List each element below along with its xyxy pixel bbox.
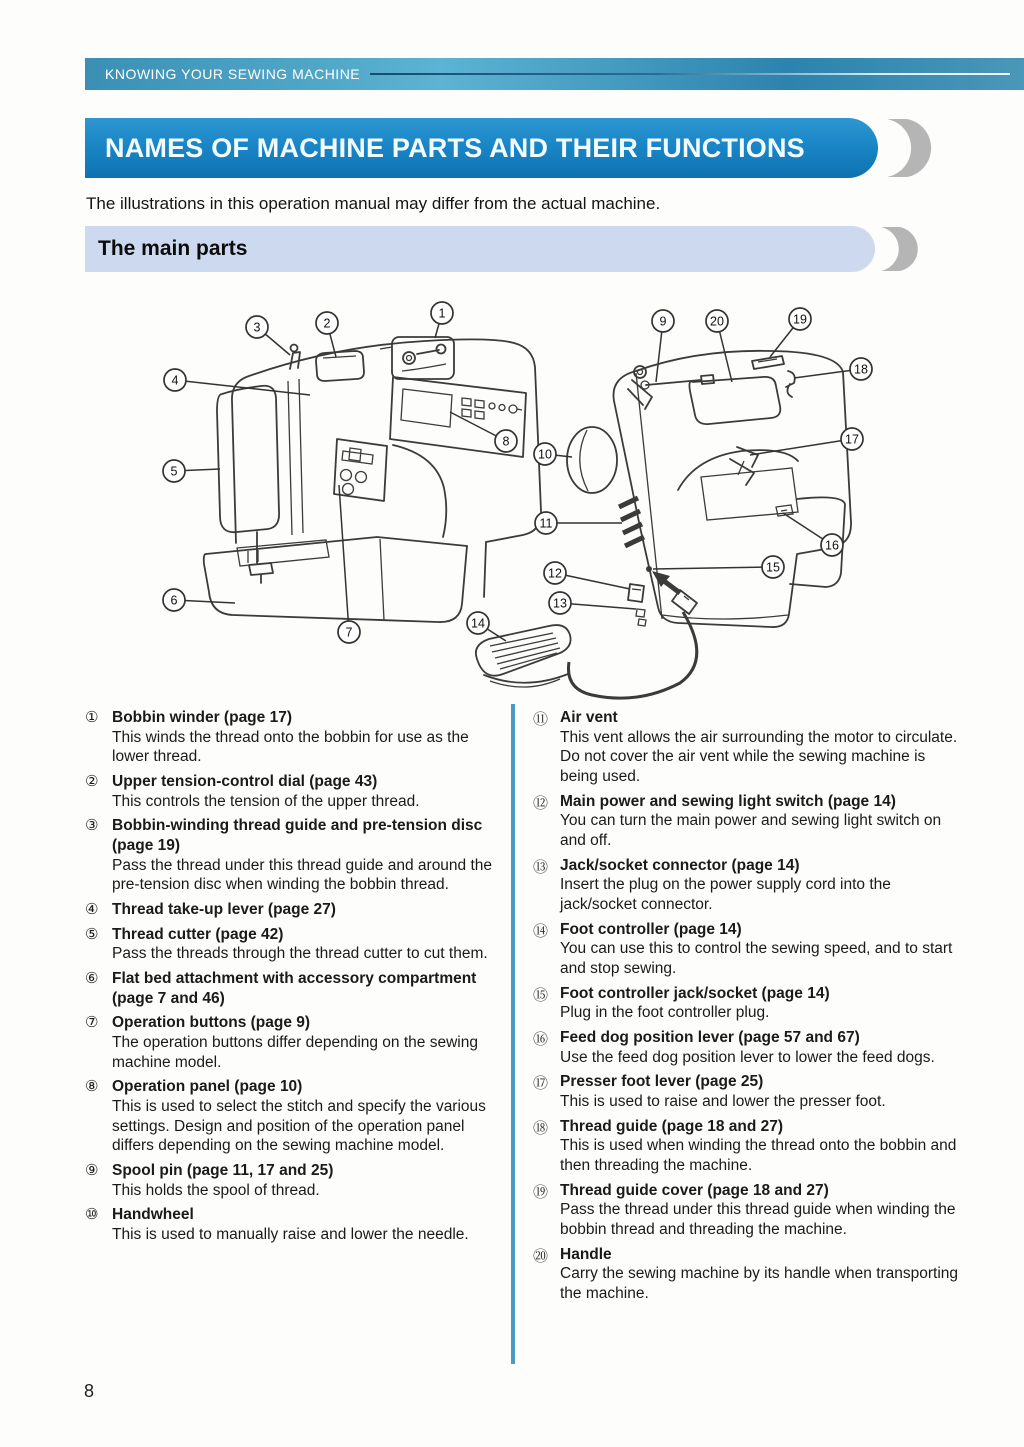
part-description: Plug in the foot controller plug.: [560, 1004, 770, 1022]
svg-text:14: 14: [471, 616, 485, 631]
part-number: ⑭: [533, 921, 549, 940]
page-number: 8: [84, 1381, 95, 1401]
part-description: This vent allows the air surrounding the motor to circulate. Do not cover the air vent while the sewing machine is being used.: [560, 728, 958, 786]
part-item: [85, 925, 501, 964]
rear-view-machine-drawing: [476, 351, 851, 698]
part-description: Pass the thread under this thread guide when winding the bobbin thread and threading the machine.: [560, 1201, 956, 1239]
svg-text:4: 4: [171, 373, 179, 388]
part-item: [533, 1181, 963, 1240]
part-description: Carry the sewing machine by its handle when transporting the machine.: [560, 1265, 959, 1303]
front-view-machine-drawing: [204, 337, 541, 622]
part-title: Bobbin-winding thread guide and pre-tension disc (page 19): [112, 817, 483, 855]
svg-text:7: 7: [345, 625, 353, 640]
svg-text:18: 18: [854, 362, 868, 377]
part-title: Handle: [560, 1245, 612, 1263]
part-number: ⑪: [533, 710, 549, 728]
part-item: [533, 1245, 963, 1304]
part-title: Presser foot lever (page 25): [560, 1073, 764, 1091]
section-crescent-ornament: [881, 226, 923, 272]
part-number: ⑯: [533, 1030, 549, 1049]
part-description: This is used to manually raise and lower the needle.: [112, 1226, 469, 1244]
part-title: Handwheel: [112, 1206, 194, 1224]
part-title: Thread take-up lever (page 27): [112, 901, 336, 919]
svg-text:2: 2: [323, 316, 331, 331]
svg-text:12: 12: [548, 566, 562, 581]
part-item: [85, 900, 501, 920]
svg-text:8: 8: [502, 434, 510, 449]
part-title: Feed dog position lever (page 57 and 67): [560, 1029, 860, 1047]
part-description: Insert the plug on the power supply cord into the jack/socket connector.: [560, 876, 891, 914]
part-description: This is used to raise and lower the presser foot.: [560, 1093, 886, 1111]
part-number: ⑩: [85, 1205, 99, 1224]
part-number: ⑱: [533, 1118, 549, 1137]
part-description: This holds the spool of thread.: [112, 1181, 320, 1199]
svg-text:19: 19: [793, 312, 807, 327]
part-description: This winds the thread onto the bobbin for use as the lower thread.: [112, 728, 469, 766]
part-number: ⑦: [85, 1013, 99, 1032]
part-number: ⑫: [533, 793, 549, 812]
part-number: ⑨: [85, 1161, 99, 1180]
part-item: [85, 969, 501, 1008]
svg-text:16: 16: [825, 538, 839, 553]
part-title: Jack/socket connector (page 14): [560, 856, 800, 874]
part-title: Bobbin winder (page 17): [112, 709, 292, 726]
part-title: Thread guide cover (page 18 and 27): [560, 1181, 829, 1199]
part-title: Flat bed attachment with accessory compartment (page 7 and 46): [112, 970, 477, 1007]
part-number: ④: [85, 900, 99, 919]
part-item: [533, 708, 963, 787]
part-description: The operation buttons differ depending on the sewing machine model.: [112, 1034, 478, 1071]
part-number: ⑳: [533, 1246, 549, 1265]
part-item: [85, 708, 501, 767]
part-item: [533, 984, 963, 1023]
part-number: ②: [85, 772, 99, 791]
svg-text:13: 13: [553, 596, 567, 611]
machine-parts-diagram: [140, 285, 980, 705]
part-item: [85, 772, 501, 811]
illustration-note: The illustrations in this operation manual may differ from the actual machine.: [86, 194, 661, 213]
part-description: Use the feed dog position lever to lower the feed dogs.: [560, 1048, 935, 1066]
svg-text:9: 9: [659, 314, 667, 329]
part-title: Air vent: [560, 709, 618, 726]
part-item: [85, 816, 501, 895]
part-number: ⑰: [533, 1074, 549, 1093]
part-title: Foot controller (page 14): [560, 920, 742, 938]
svg-text:5: 5: [170, 464, 178, 479]
part-description: You can use this to control the sewing speed, and to start and stop sewing.: [560, 940, 953, 978]
part-item: [533, 856, 963, 915]
part-title: Foot controller jack/socket (page 14): [560, 984, 830, 1002]
part-description: Pass the thread under this thread guide and around the pre-tension disc when winding the bobbin thread.: [112, 856, 493, 894]
part-item: [533, 1072, 963, 1111]
part-item: [533, 792, 963, 851]
section-banner: [85, 226, 875, 272]
part-description: This controls the tension of the upper thread.: [112, 792, 420, 810]
part-number: ⑧: [85, 1077, 99, 1096]
parts-list-right: [533, 708, 963, 1309]
part-item: [85, 1077, 501, 1156]
svg-text:3: 3: [253, 320, 261, 335]
category-bar: [85, 58, 1024, 90]
part-number: ⑤: [85, 924, 99, 943]
part-title: Main power and sewing light switch (page 14): [560, 792, 896, 810]
part-item: [533, 1028, 963, 1067]
part-title: Operation panel (page 10): [112, 1078, 303, 1096]
page-title-banner: [85, 118, 878, 178]
svg-text:20: 20: [710, 314, 724, 329]
column-divider: [511, 704, 515, 1364]
title-crescent-ornament: [887, 118, 937, 178]
part-title: Operation buttons (page 9): [112, 1014, 311, 1032]
parts-list-left: [85, 708, 501, 1250]
diagram-callout-layer: [163, 302, 872, 643]
svg-text:15: 15: [766, 560, 780, 575]
part-item: [85, 1161, 501, 1200]
part-description: This is used to select the stitch and specify the various settings. Design and position of the operation panel differs depending on the sewing machine model.: [112, 1098, 486, 1155]
part-title: Spool pin (page 11, 17 and 25): [112, 1162, 334, 1180]
part-item: [533, 1117, 963, 1176]
part-description: Pass the threads through the thread cutter to cut them.: [112, 945, 488, 963]
part-number: ①: [85, 708, 99, 726]
part-number: ⑲: [533, 1182, 549, 1201]
part-description: This is used when winding the thread onto the bobbin and then threading the machine.: [560, 1137, 957, 1175]
part-item: [533, 920, 963, 979]
part-title: Thread guide (page 18 and 27): [560, 1117, 784, 1135]
part-number: ⑬: [533, 857, 549, 876]
part-item: [85, 1205, 501, 1244]
part-item: [85, 1013, 501, 1072]
part-title: Upper tension-control dial (page 43): [112, 773, 378, 791]
part-number: ③: [85, 816, 99, 835]
part-title: Thread cutter (page 42): [112, 925, 284, 943]
svg-text:17: 17: [845, 432, 859, 447]
part-description: You can turn the main power and sewing light switch on and off.: [560, 812, 942, 850]
svg-text:1: 1: [438, 306, 446, 321]
category-title: KNOWING YOUR SEWING MACHINE: [105, 66, 361, 82]
machine-diagram-svg: [140, 285, 980, 705]
section-title: The main parts: [98, 237, 248, 260]
part-number: ⑮: [533, 985, 549, 1004]
part-number: ⑥: [85, 969, 99, 988]
page-title: NAMES OF MACHINE PARTS AND THEIR FUNCTIONS: [105, 132, 805, 163]
category-rule: [370, 73, 1010, 75]
svg-text:10: 10: [538, 447, 552, 462]
svg-text:11: 11: [539, 516, 553, 531]
svg-text:6: 6: [170, 593, 178, 608]
